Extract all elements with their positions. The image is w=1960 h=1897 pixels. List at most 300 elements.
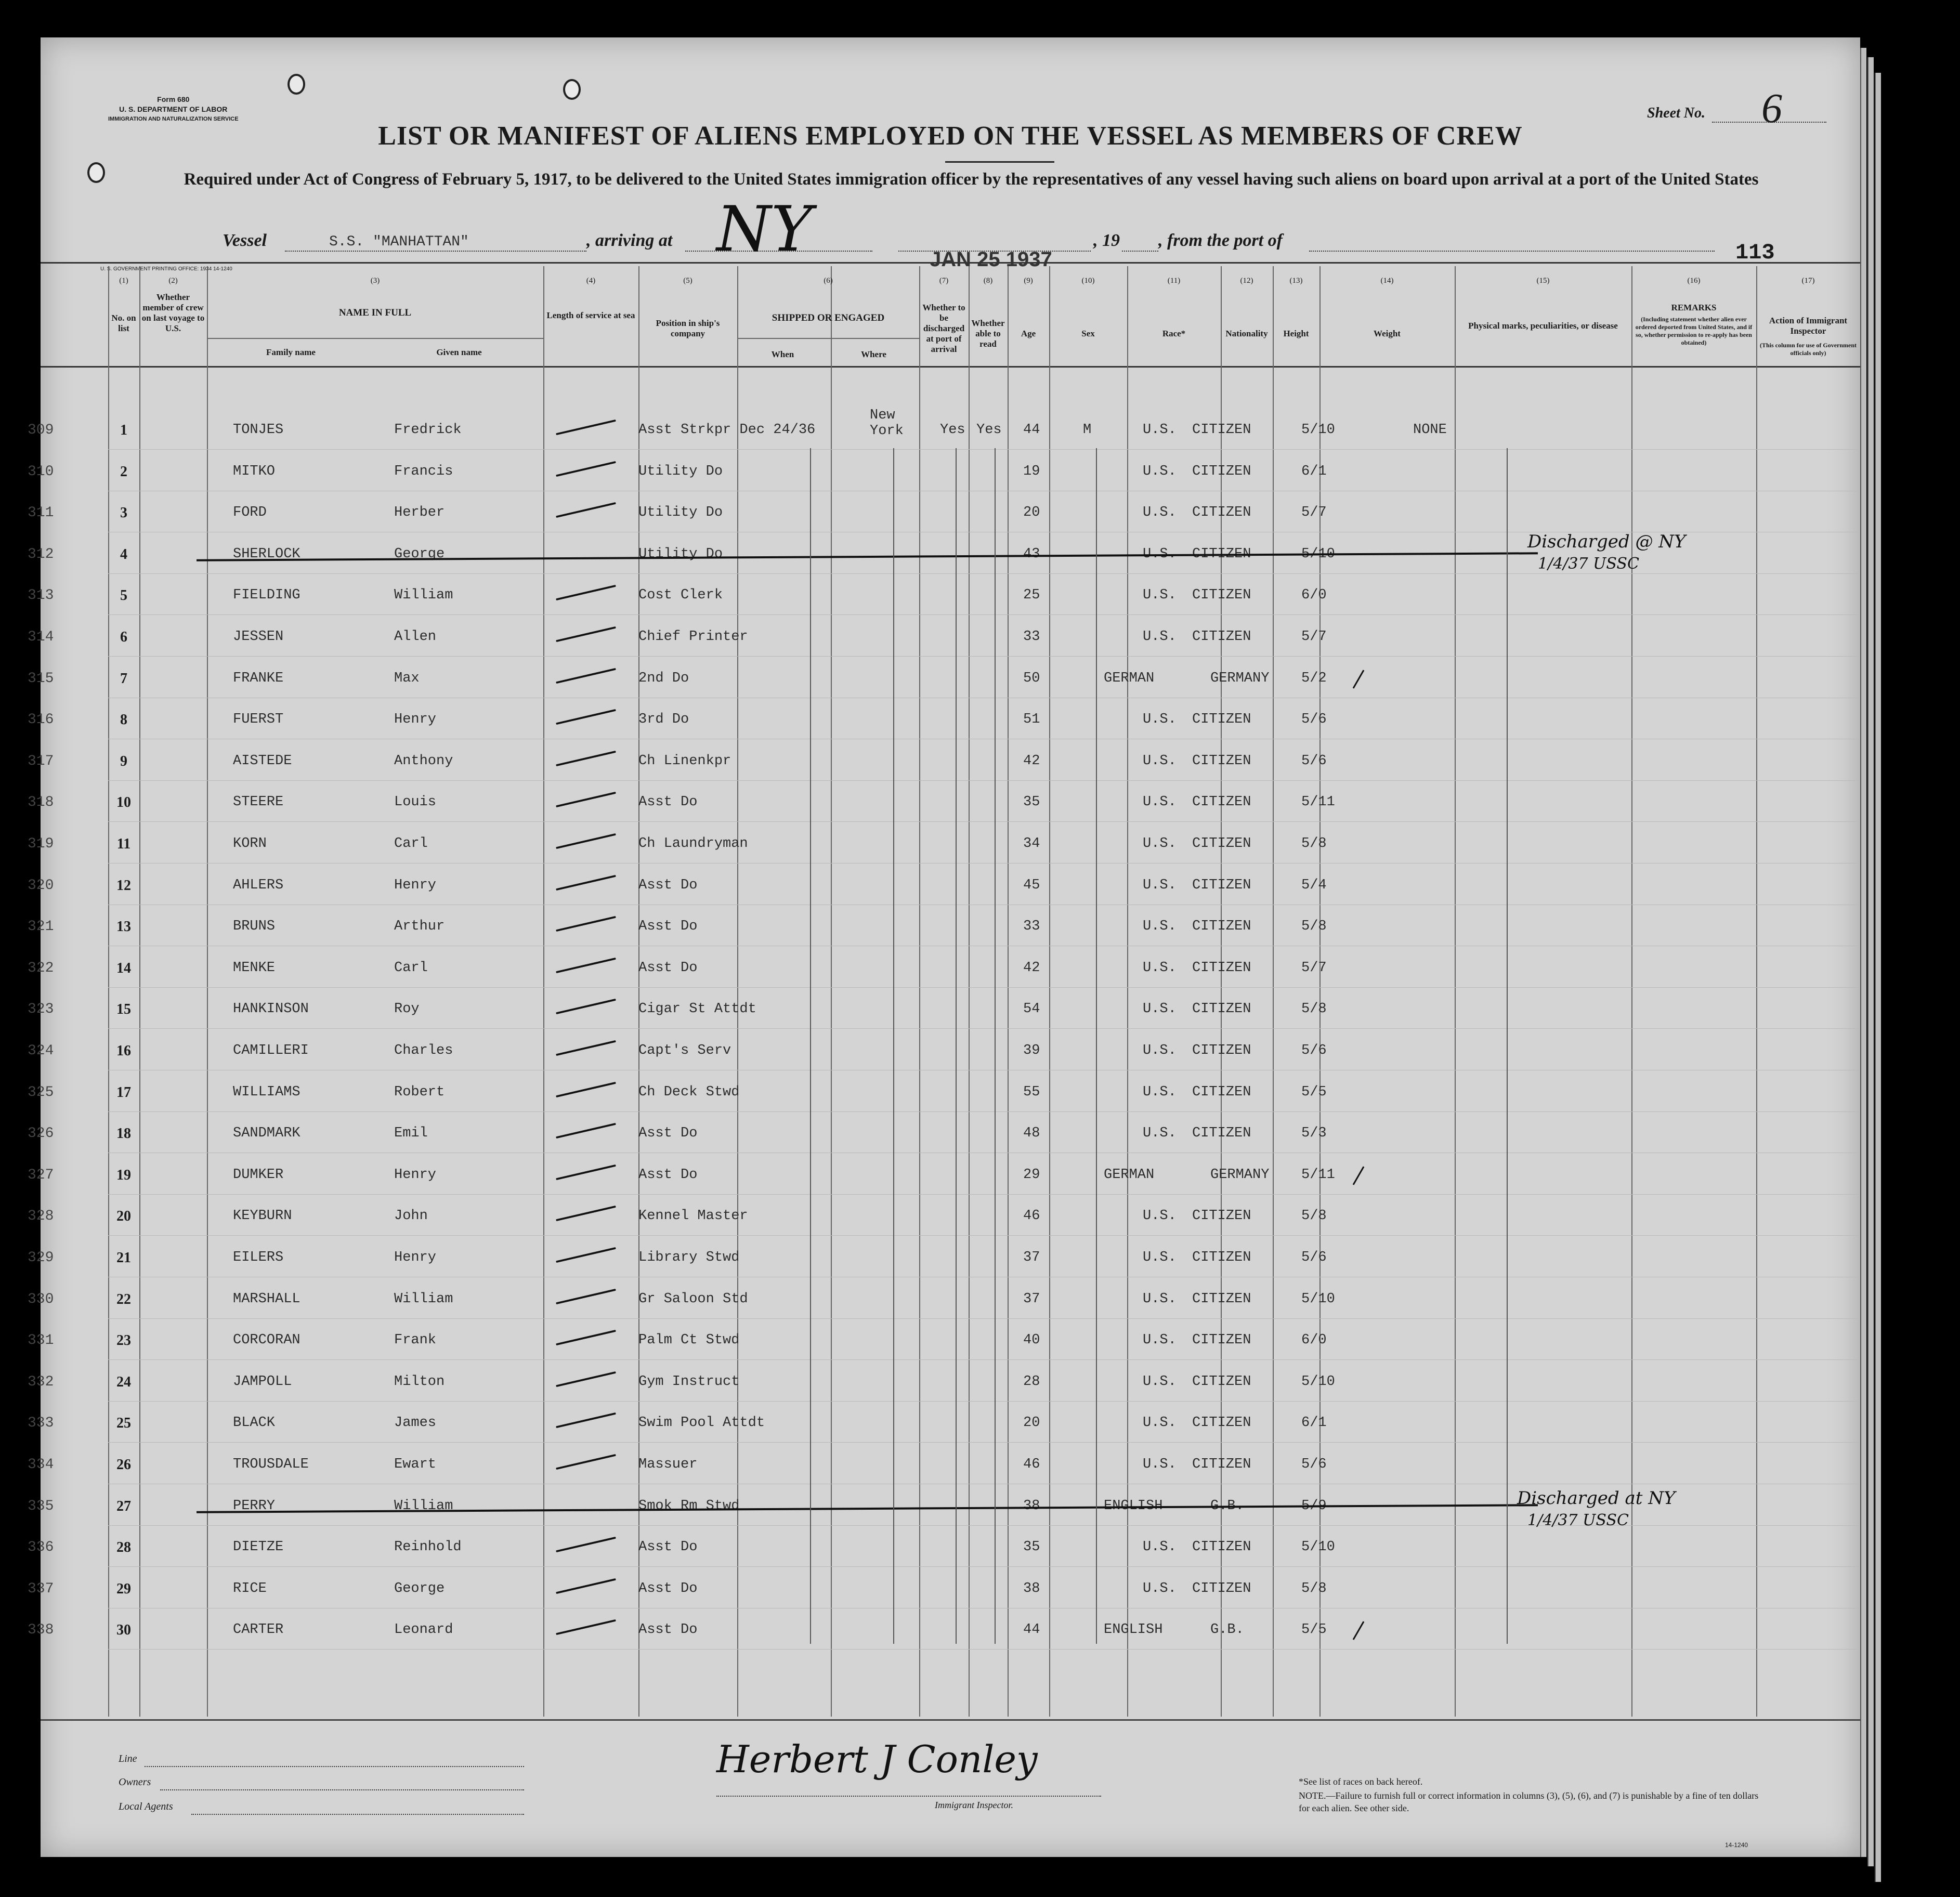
cell-age: 42 [1023,753,1040,769]
cell-age: 55 [1023,1084,1040,1100]
header-remarks: REMARKS [1671,303,1717,312]
cell-age: 19 [1023,463,1040,479]
cell-position: Asst Do [638,794,698,810]
cell-given: Fredrick [394,422,462,438]
cell-given: Ewart [394,1457,437,1472]
cell-position: Asst Do [638,960,698,976]
cell-position: Massuer [638,1457,698,1472]
footer-agents-underline [191,1814,524,1815]
cell-height: 5/8 [1301,836,1327,852]
cell-age: 39 [1023,1043,1040,1058]
header-when: When [771,349,794,359]
cell-seq: 326 [28,1126,54,1142]
cell-race: U.S. [1143,1084,1177,1100]
manifest-sheet [28,37,1860,1857]
col-number: (14) [1380,277,1394,285]
length-of-service-dash [556,1578,616,1594]
cell-no: 2 [120,463,127,480]
ditto-line-read [995,448,996,1644]
cell-sex: M [1083,422,1092,438]
ditto-line-where [893,448,894,1644]
cell-height: 6/0 [1301,587,1327,604]
cell-given: Carl [394,836,428,852]
cell-family: PERRY [233,1498,276,1514]
row-rule [108,780,1860,781]
header-race: Race* [1162,329,1186,338]
column-rule [1008,266,1009,1717]
cell-race: U.S. [1143,587,1177,604]
cell-family: WILLIAMS [233,1084,300,1100]
cell-given: George [394,1580,445,1597]
cell-position: Asst Do [638,919,698,935]
column-rule [139,266,140,1717]
length-of-service-dash [556,1247,616,1263]
page-edge [1867,57,1874,1866]
header-sex: Sex [1081,329,1095,338]
cell-race: U.S. [1143,1208,1177,1224]
cell-discharged: Yes [940,422,965,438]
cell-position: Asst Do [638,1622,698,1638]
cell-no: 29 [116,1580,131,1597]
year-underline [1122,251,1158,252]
header-where: Where [861,349,886,359]
cell-family: SHERLOCK [233,546,300,562]
cell-given: Carl [394,960,428,976]
row-rule [108,987,1860,988]
row-rule [108,1028,1860,1029]
cell-position: Utility Do [638,463,723,479]
cell-given: Arthur [394,919,445,935]
cell-seq: 316 [28,712,54,728]
cell-position: Asst Do [638,1539,698,1555]
cell-family: FRANKE [233,670,284,686]
length-of-service-dash [556,958,616,973]
cell-height: 5/6 [1301,1457,1327,1472]
footer-line-label: Line [119,1753,137,1764]
cell-no: 7 [120,670,127,687]
cell-position: Swim Pool Attdt [638,1415,765,1431]
name-subdivider [207,338,543,339]
cell-nationality: CITIZEN [1192,1580,1251,1597]
cell-family: EILERS [233,1250,284,1265]
cell-given: Anthony [394,753,453,769]
cell-nationality: CITIZEN [1192,629,1251,645]
cell-age: 40 [1023,1332,1040,1349]
cell-no: 18 [116,1126,131,1142]
cell-race: U.S. [1143,1415,1177,1431]
page-edge [1875,73,1881,1882]
cell-seq: 321 [28,919,54,935]
cell-family: DIETZE [233,1539,284,1555]
cell-age: 43 [1023,546,1040,562]
cell-no: 17 [116,1084,131,1101]
cell-no: 19 [116,1167,131,1183]
cell-age: 29 [1023,1167,1040,1183]
row-rule [108,656,1860,657]
cell-age: 50 [1023,670,1040,686]
cell-nationality: CITIZEN [1192,422,1251,438]
cell-nationality: CITIZEN [1192,1373,1251,1390]
cell-height: 5/3 [1301,1126,1327,1142]
header-weight: Weight [1374,329,1401,338]
col-number: (8) [983,277,993,285]
cell-family: KEYBURN [233,1208,292,1224]
col-number: (17) [1801,277,1815,285]
cell-age: 46 [1023,1208,1040,1224]
cell-nationality: CITIZEN [1192,1291,1251,1307]
header-age: Age [1021,329,1036,338]
length-of-service-dash [556,751,616,766]
row-rule [108,1318,1860,1319]
cell-height: 5/10 [1301,1291,1335,1307]
row-rule [108,821,1860,822]
cell-position: Palm Ct Stwd [638,1332,740,1349]
cell-no: 11 [116,836,131,852]
cell-given: Henry [394,1167,437,1183]
cell-race: U.S. [1143,546,1177,562]
inspector-label: Immigrant Inspector. [935,1800,1013,1810]
cell-family: CARTER [233,1622,284,1638]
cell-given: John [394,1208,428,1224]
cell-height: 5/5 [1301,1084,1327,1100]
length-of-service-dash [556,874,616,890]
cell-age: 37 [1023,1291,1040,1307]
cell-height: 5/8 [1301,919,1327,935]
cell-no: 24 [116,1373,131,1390]
cell-position: Ch Laundryman [638,836,748,852]
cell-age: 38 [1023,1498,1040,1514]
cell-age: 44 [1023,1622,1040,1638]
cell-height: 5/8 [1301,1580,1327,1597]
cell-given: Milton [394,1373,445,1390]
department-name: U. S. DEPARTMENT OF LABOR [119,105,228,113]
col-number: (9) [1024,277,1033,285]
length-of-service-dash [556,502,616,518]
cell-nationality: CITIZEN [1192,1250,1251,1265]
cell-given: Henry [394,877,437,893]
cell-position: Cost Clerk [638,587,723,604]
length-of-service-dash [556,1619,616,1635]
cell-height: 5/6 [1301,753,1327,769]
header-able-to-read: Whether able to read [971,318,1005,349]
cell-age: 33 [1023,629,1040,645]
length-of-service-dash [556,1288,616,1304]
footer-owners-underline [160,1789,524,1790]
cell-seq: 324 [28,1043,54,1059]
from-port-underline [1309,251,1715,252]
cell-no: 12 [116,877,131,894]
cell-age: 37 [1023,1250,1040,1265]
service-name: IMMIGRATION AND NATURALIZATION SERVICE [108,116,239,122]
cell-race: U.S. [1143,1332,1177,1349]
col-number: (2) [168,277,178,285]
check-mark [1353,1166,1365,1185]
cell-race: U.S. [1143,712,1177,728]
column-rule [1273,266,1274,1717]
header-top-rule [41,262,1860,264]
document-title: LIST OR MANIFEST OF ALIENS EMPLOYED ON THE VESSEL AS MEMBERS OF CREW [378,121,1523,151]
cell-position: Utility Do [638,505,723,521]
cell-height: 6/1 [1301,1415,1327,1431]
vessel-label: Vessel [223,231,267,250]
remark-row4-line1: Discharged @ NY [1527,531,1686,552]
cell-family: HANKINSON [233,1001,309,1017]
cell-age: 44 [1023,422,1040,438]
cell-seq: 338 [28,1622,54,1639]
cell-nationality: CITIZEN [1192,1084,1251,1100]
cell-position: Capt's Serv [638,1043,731,1058]
cell-age: 34 [1023,836,1040,852]
footer-line-underline [145,1766,524,1767]
cell-no: 6 [120,629,127,645]
row-rule [108,1401,1860,1402]
cell-nationality: CITIZEN [1192,1043,1251,1058]
cell-nationality: CITIZEN [1192,919,1251,935]
length-of-service-dash [556,1040,616,1056]
cell-position: Asst Do [638,877,698,893]
col-number: (1) [119,277,128,285]
cell-family: CAMILLERI [233,1043,309,1058]
cell-no: 14 [116,960,131,976]
length-of-service-dash [556,585,616,600]
cell-no: 25 [116,1415,131,1432]
cell-no: 26 [116,1457,131,1473]
sheet-number-label: Sheet No. [1647,105,1705,121]
header-family-name: Family name [266,347,316,357]
cell-height: 5/7 [1301,629,1327,645]
cell-seq: 331 [28,1332,54,1349]
cell-seq: 311 [28,505,54,521]
header-given-name: Given name [436,347,482,357]
punch-hole [288,74,305,95]
length-of-service-dash [556,1081,616,1097]
cell-race: U.S. [1143,422,1177,438]
cell-race: U.S. [1143,1126,1177,1142]
cell-age: 35 [1023,794,1040,810]
cell-given: Francis [394,463,453,479]
cell-height: 5/11 [1301,794,1335,810]
col-number: (7) [939,277,949,285]
cell-seq: 329 [28,1250,54,1266]
cell-height: 6/0 [1301,1332,1327,1349]
row-rule [108,1649,1860,1650]
column-rule [543,266,544,1717]
cell-family: AISTEDE [233,753,292,769]
penalty-note: NOTE.—Failure to furnish full or correct information in columns (3), (5), (6), and (7) is punishable by a fine of ten dollars for each alien. See other side. [1299,1790,1759,1813]
arriving-port-handwritten: NY [716,193,813,266]
cell-race: U.S. [1143,1291,1177,1307]
header-length-service: Length of service at sea [546,310,635,320]
remark-row27-line1: Discharged at NY [1517,1488,1676,1509]
cell-position: Gr Saloon Std [638,1291,748,1307]
cell-nationality: GERMANY [1210,670,1270,686]
cell-height: 5/5 [1301,1622,1327,1638]
cell-position: Asst Do [638,1580,698,1597]
cell-given: Max [394,670,420,686]
cell-nationality: CITIZEN [1192,1126,1251,1142]
cell-height: 5/8 [1301,1001,1327,1017]
length-of-service-dash [556,1537,616,1552]
cell-given: William [394,587,453,604]
check-mark [1353,670,1365,688]
form-number: Form 680 [157,95,190,103]
cell-nationality: CITIZEN [1192,960,1251,976]
cell-family: JESSEN [233,629,284,645]
cell-seq: 317 [28,753,54,769]
races-note: *See list of races on back hereof. [1299,1776,1423,1787]
cell-family: TROUSDALE [233,1457,309,1472]
cell-nationality: G.B. [1210,1622,1244,1638]
cell-given: Louis [394,794,437,810]
document-subtitle: Required under Act of Congress of February 5, 1917, to be delivered to the United States immigration officer by the representatives of any vessel having such aliens on board upon arrival at a port of the United States [184,170,1759,189]
cell-height: 5/11 [1301,1167,1335,1183]
cell-position: Cigar St Attdt [638,1001,756,1017]
header-action-inspector-sub: (This column for use of Government officials only) [1759,342,1857,357]
length-of-service-dash [556,461,616,476]
cell-nationality: GERMANY [1210,1167,1270,1183]
cell-seq: 327 [28,1167,54,1183]
cell-family: KORN [233,836,267,852]
cell-race: U.S. [1143,629,1177,645]
cell-family: BLACK [233,1415,276,1431]
cell-race: U.S. [1143,794,1177,810]
cell-seq: 315 [28,670,54,687]
header-bottom-rule [41,366,1860,368]
cell-nationality: CITIZEN [1192,1415,1251,1431]
cell-race: ENGLISH [1104,1498,1163,1514]
cell-given: Robert [394,1084,445,1100]
punch-hole [563,79,581,100]
cell-age: 33 [1023,919,1040,935]
cell-height: 5/9 [1301,1498,1327,1514]
cell-family: FORD [233,505,267,521]
length-of-service-dash [556,1330,616,1345]
length-of-service-dash [556,1371,616,1387]
cell-family: MARSHALL [233,1291,300,1307]
cell-height: 5/10 [1301,1373,1335,1390]
date-stamp: JAN 25 1937 [930,248,1052,271]
cell-nationality: CITIZEN [1192,546,1251,562]
cell-position: Asst Do [638,1167,698,1183]
cell-race: U.S. [1143,960,1177,976]
cell-age: 48 [1023,1126,1040,1142]
col-number: (12) [1240,277,1253,285]
cell-no: 5 [120,587,127,604]
gpo-note: U. S. GOVERNMENT PRINTING OFFICE: 1934 14-1240 [100,266,232,272]
cell-nationality: CITIZEN [1192,1457,1251,1472]
cell-given: Leonard [394,1622,453,1638]
cell-height: 5/8 [1301,1208,1327,1224]
cell-age: 38 [1023,1580,1040,1597]
cell-position: Chief Printer [638,629,748,645]
title-underline [945,161,1054,163]
cell-age: 45 [1023,877,1040,893]
cell-family: MENKE [233,960,276,976]
cell-age: 42 [1023,960,1040,976]
ditto-line-sex [1096,448,1097,1644]
cell-where: New York [870,408,904,439]
cell-height: 5/6 [1301,712,1327,728]
length-of-service-dash [556,1165,616,1180]
cell-no: 23 [116,1332,131,1349]
row-rule [108,614,1860,615]
arriving-label: , arriving at [586,231,673,250]
cell-nationality: CITIZEN [1192,836,1251,852]
cell-position: Kennel Master [638,1208,748,1224]
cell-race: U.S. [1143,877,1177,893]
shipped-subdivider [737,338,919,339]
cell-family: FIELDING [233,587,300,604]
col-number: (15) [1536,277,1550,285]
cell-race: ENGLISH [1104,1622,1163,1638]
cell-no: 27 [116,1498,131,1514]
cell-nationality: CITIZEN [1192,794,1251,810]
cell-height: 5/6 [1301,1043,1327,1058]
form-identifier [108,95,239,124]
page-number: 113 [1735,240,1775,265]
cell-no: 3 [120,505,127,521]
length-of-service-dash [556,668,616,683]
cell-race: U.S. [1143,1043,1177,1058]
cell-race: U.S. [1143,1457,1177,1472]
cell-seq: 334 [28,1457,54,1473]
inspector-signature: Herbert J Conley [716,1737,1038,1781]
length-of-service-dash [556,1454,616,1470]
cell-age: 46 [1023,1457,1040,1472]
length-of-service-dash [556,1206,616,1221]
remark-row27-line2: 1/4/37 USSC [1527,1511,1629,1529]
cell-given: Emil [394,1126,428,1142]
cell-given: Roy [394,1001,420,1017]
cell-seq: 333 [28,1415,54,1432]
column-rule [1455,266,1456,1717]
col-number: (3) [370,277,380,285]
ditto-line-discharged [956,448,957,1644]
cell-given: William [394,1291,453,1307]
column-rule [831,266,832,1717]
cell-nationality: CITIZEN [1192,712,1251,728]
cell-family: CORCORAN [233,1332,300,1349]
header-nationality: Nationality [1225,329,1268,338]
cell-family: SANDMARK [233,1126,300,1142]
cell-no: 1 [120,422,127,438]
cell-seq: 332 [28,1373,54,1390]
cell-nationality: CITIZEN [1192,753,1251,769]
cell-race: GERMAN [1104,1167,1155,1183]
col-number: (4) [586,277,596,285]
cell-nationality: G.B. [1210,1498,1244,1514]
cell-physical: NONE [1413,422,1447,438]
cell-no: 28 [116,1539,131,1556]
cell-nationality: CITIZEN [1192,1539,1251,1555]
cell-age: 25 [1023,587,1040,604]
cell-family: JAMPOLL [233,1373,292,1390]
cell-position: Ch Linenkpr [638,753,731,769]
cell-race: U.S. [1143,1539,1177,1555]
cell-race: U.S. [1143,836,1177,852]
header-action-inspector: Action of Immigrant Inspector [1769,316,1848,336]
col-number: (13) [1289,277,1303,285]
cell-nationality: CITIZEN [1192,877,1251,893]
length-of-service-dash [556,1412,616,1428]
cell-position: Asst Do [638,1126,698,1142]
cell-height: 5/2 [1301,670,1327,686]
cell-given: Henry [394,712,437,728]
cell-age: 20 [1023,505,1040,521]
cell-no: 9 [120,753,127,769]
column-rule [1049,266,1050,1717]
col-number: (11) [1167,277,1181,285]
